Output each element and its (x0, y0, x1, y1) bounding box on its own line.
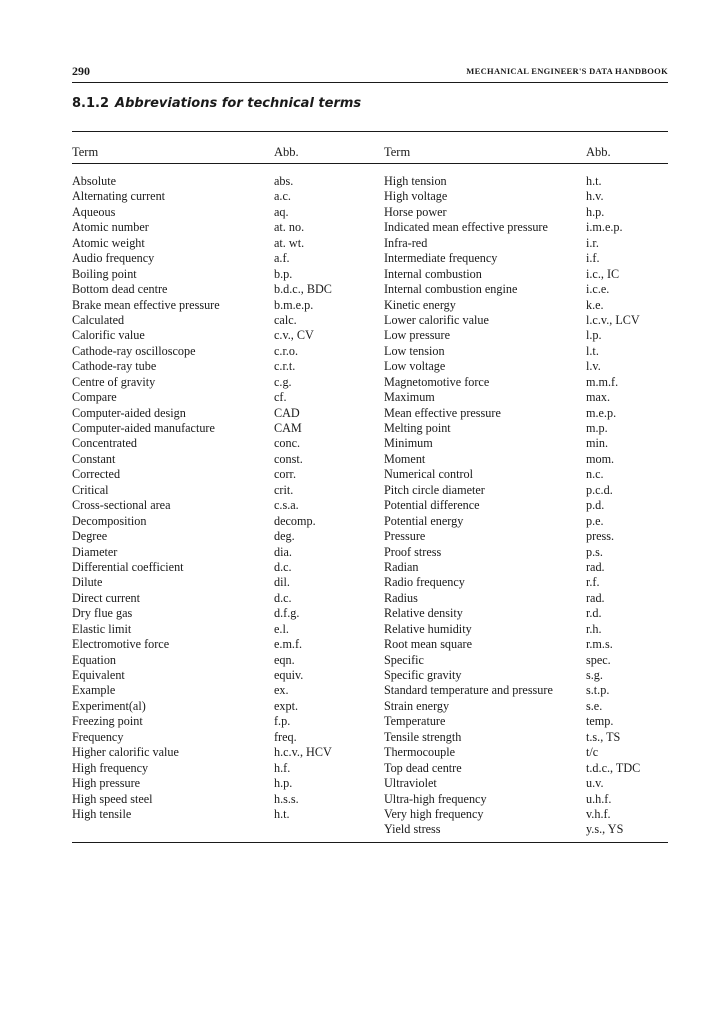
abbreviation-cell: a.f. (274, 251, 290, 266)
table-row (72, 560, 372, 575)
table-row (384, 436, 668, 451)
abbreviation-cell: t.d.c., TDC (586, 760, 641, 775)
abbreviation-cell: r.f. (586, 575, 600, 590)
term-cell: Lower calorific value (384, 312, 489, 327)
abbreviation-cell: freq. (274, 729, 297, 744)
table-row (384, 344, 668, 359)
term-cell: Relative density (384, 606, 463, 621)
term-cell: Low tension (384, 343, 445, 358)
right-abb-header: Abb. (586, 145, 611, 159)
term-cell: Centre of gravity (72, 374, 156, 389)
abbreviation-cell: const. (274, 451, 303, 466)
table-row (72, 452, 372, 467)
table-row (72, 653, 372, 668)
running-head: MECHANICAL ENGINEER'S DATA HANDBOOK (466, 66, 668, 76)
abbreviation-cell: m.e.p. (586, 405, 617, 420)
table-row (72, 375, 372, 390)
table-row (384, 622, 668, 637)
table-row (72, 298, 372, 313)
table-row (72, 467, 372, 482)
table-row (384, 606, 668, 621)
table-row (72, 313, 372, 328)
table-row (72, 730, 372, 745)
table-row (384, 822, 668, 837)
table-row (72, 174, 372, 189)
term-cell: Computer-aided manufacture (72, 421, 215, 435)
term-cell: Specific (384, 652, 424, 667)
term-cell: Cathode-ray oscilloscope (72, 343, 196, 358)
term-cell: Temperature (384, 714, 446, 729)
abbreviation-cell: c.s.a. (274, 498, 299, 513)
abbreviation-cell: press. (586, 529, 615, 544)
abbreviation-cell: m.p. (586, 421, 608, 435)
term-cell: Potential difference (384, 498, 480, 513)
abbreviation-cell: c.v., CV (274, 328, 314, 343)
table-row (384, 498, 668, 513)
term-cell: Differential coefficient (72, 559, 184, 574)
abbreviation-cell: i.f. (586, 251, 600, 266)
term-cell: Calorific value (72, 328, 145, 343)
abbreviation-cell: c.r.t. (274, 359, 296, 374)
term-cell: Low voltage (384, 359, 446, 374)
table-row (72, 776, 372, 791)
table-row (72, 390, 372, 405)
table-row (72, 267, 372, 282)
table-row (384, 637, 668, 652)
table-row (72, 406, 372, 421)
abbreviation-cell: u.v. (586, 776, 604, 791)
right-term-header: Term (384, 145, 411, 159)
term-cell: Dry flue gas (72, 606, 133, 621)
abbreviation-cell: r.m.s. (586, 637, 613, 652)
table-row (72, 359, 372, 374)
abbreviation-cell: aq. (274, 204, 289, 219)
term-cell: Specific gravity (384, 668, 462, 682)
abbreviation-cell: h.t. (586, 174, 602, 188)
term-cell: Diameter (72, 544, 118, 559)
table-row (384, 792, 668, 807)
term-cell: High frequency (72, 760, 149, 775)
table-row (384, 452, 668, 467)
table-row (384, 653, 668, 668)
table-row (72, 436, 372, 451)
table-row (72, 498, 372, 513)
table-row (384, 174, 668, 189)
table-row (384, 761, 668, 776)
table-row (384, 421, 668, 436)
abbreviation-cell: temp. (586, 714, 614, 729)
abbreviation-cell: f.p. (274, 714, 291, 729)
abbreviation-cell: i.c.e. (586, 282, 610, 297)
abbreviation-cell: r.d. (586, 606, 602, 621)
term-cell: Atomic weight (72, 235, 145, 250)
table-row (72, 328, 372, 343)
abbreviation-cell: conc. (274, 436, 301, 451)
table-row (72, 683, 372, 698)
term-cell: Computer-aided design (72, 405, 186, 420)
section-heading (72, 96, 361, 111)
term-cell: Low pressure (384, 328, 450, 343)
table-row (72, 745, 372, 760)
table-row (384, 298, 668, 313)
abbreviation-cell: d.c. (274, 559, 292, 574)
term-cell: Infra-red (384, 235, 428, 250)
abbreviation-cell: l.v. (586, 359, 601, 374)
table-row (384, 668, 668, 683)
term-cell: Corrected (72, 467, 121, 482)
abbreviation-cell: max. (586, 390, 611, 405)
term-cell: Moment (384, 451, 426, 466)
table-row (384, 406, 668, 421)
table-row (384, 575, 668, 590)
table-row (384, 807, 668, 822)
term-cell: Cathode-ray tube (72, 359, 157, 374)
term-cell: Higher calorific value (72, 745, 179, 760)
abbreviation-cell: expt. (274, 698, 299, 713)
term-cell: Boiling point (72, 266, 137, 281)
abbreviation-cell: crit. (274, 482, 294, 497)
table-row (384, 313, 668, 328)
term-cell: Proof stress (384, 544, 442, 559)
term-cell: Bottom dead centre (72, 282, 168, 297)
term-cell: Intermediate frequency (384, 251, 498, 266)
abbreviation-cell: k.e. (586, 297, 604, 312)
table-row (72, 699, 372, 714)
table-row (72, 236, 372, 251)
term-cell: Experiment(al) (72, 698, 146, 713)
abbreviation-cell: n.c. (586, 467, 604, 482)
abbreviation-cell: p.d. (586, 498, 605, 513)
table-row (72, 483, 372, 498)
abbreviation-cell: b.m.e.p. (274, 297, 314, 312)
table-row (72, 637, 372, 652)
table-row (72, 205, 372, 220)
term-cell: Horse power (384, 204, 447, 219)
term-cell: Decomposition (72, 513, 147, 528)
term-cell: Kinetic energy (384, 297, 456, 312)
term-cell: Very high frequency (384, 806, 484, 821)
term-cell: Brake mean effective pressure (72, 297, 220, 312)
table-row (384, 267, 668, 282)
abbreviation-cell: ex. (274, 683, 289, 698)
table-row (72, 344, 372, 359)
abbreviation-cell: CAD (274, 405, 300, 420)
abbreviation-cell: y.s., YS (586, 822, 624, 837)
table-row (384, 514, 668, 529)
abbreviation-cell: c.g. (274, 374, 292, 389)
right-abbreviation-list (384, 174, 668, 838)
table-row (72, 606, 372, 621)
abbreviation-cell: deg. (274, 529, 295, 544)
term-cell: Top dead centre (384, 760, 462, 775)
abbreviation-cell: at. no. (274, 220, 305, 235)
term-cell: Thermocouple (384, 745, 456, 760)
table-row (384, 714, 668, 729)
term-cell: Aqueous (72, 204, 116, 219)
abbreviation-cell: spec. (586, 652, 611, 667)
term-cell: Freezing point (72, 714, 143, 729)
section-number: 8.1.2 (72, 96, 110, 111)
abbreviation-cell: l.c.v., LCV (586, 312, 640, 327)
abbreviation-cell: h.c.v., HCV (274, 745, 332, 760)
term-cell: Numerical control (384, 467, 474, 482)
abbreviation-cell: i.r. (586, 235, 599, 250)
term-cell: Elastic limit (72, 621, 132, 636)
table-row (384, 591, 668, 606)
term-cell: Frequency (72, 729, 124, 744)
term-cell: Potential energy (384, 513, 464, 528)
table-row (384, 189, 668, 204)
term-cell: Strain energy (384, 698, 450, 713)
abbreviation-cell: rad. (586, 590, 605, 605)
abbreviation-cell: i.c., IC (586, 266, 620, 281)
abbreviation-cell: dil. (274, 575, 290, 590)
term-cell: Root mean square (384, 637, 472, 652)
abbreviation-cell: b.p. (274, 266, 293, 281)
abbreviation-cell: h.f. (274, 760, 291, 775)
term-cell: High pressure (72, 776, 141, 791)
table-row (384, 560, 668, 575)
abbreviation-cell: e.m.f. (274, 637, 303, 652)
abbreviation-cell: h.t. (274, 806, 290, 821)
table-row (72, 761, 372, 776)
abbreviation-cell: a.c. (274, 189, 291, 204)
term-cell: Alternating current (72, 189, 166, 204)
term-cell: Pitch circle diameter (384, 482, 485, 497)
abbreviation-cell: b.d.c., BDC (274, 282, 332, 297)
term-cell: Dilute (72, 575, 103, 590)
abbreviation-cell: c.r.o. (274, 343, 299, 358)
abbreviation-cell: e.l. (274, 621, 289, 636)
term-cell: Critical (72, 482, 109, 497)
term-cell: Mean effective pressure (384, 405, 501, 420)
table-row (384, 251, 668, 266)
abbreviation-cell: p.c.d. (586, 482, 613, 497)
term-cell: Audio frequency (72, 251, 155, 266)
abbreviation-cell: min. (586, 436, 609, 451)
abbreviation-cell: CAM (274, 421, 302, 435)
abbreviation-cell: h.p. (586, 204, 605, 219)
abbreviation-cell: corr. (274, 467, 296, 482)
term-cell: Maximum (384, 390, 435, 405)
term-cell: Cross-sectional area (72, 498, 171, 513)
term-cell: Yield stress (384, 822, 441, 837)
table-row (72, 575, 372, 590)
term-cell: Tensile strength (384, 729, 462, 744)
table-row (72, 545, 372, 560)
table-row (384, 730, 668, 745)
table-row (384, 328, 668, 343)
abbreviation-cell: v.h.f. (586, 806, 611, 821)
table-top-rule (72, 131, 668, 132)
term-cell: Example (72, 683, 116, 698)
table-row (72, 421, 372, 436)
table-row (384, 236, 668, 251)
abbreviation-cell: s.g. (586, 668, 603, 682)
left-abb-header: Abb. (274, 145, 299, 159)
table-row (384, 205, 668, 220)
abbreviation-cell: p.e. (586, 513, 604, 528)
term-cell: Ultraviolet (384, 776, 437, 791)
term-cell: Standard temperature and pressure (384, 683, 553, 698)
table-row (384, 359, 668, 374)
table-row (72, 792, 372, 807)
term-cell: Indicated mean effective pressure (384, 220, 548, 235)
abbreviation-cell: cf. (274, 390, 287, 405)
table-row (72, 807, 372, 822)
term-cell: High tensile (72, 806, 132, 821)
term-cell: Concentrated (72, 436, 137, 451)
term-cell: Atomic number (72, 220, 149, 235)
table-row (384, 745, 668, 760)
abbreviation-cell: mom. (586, 451, 615, 466)
term-cell: Electromotive force (72, 637, 170, 652)
header-rule (72, 82, 668, 83)
abbreviation-cell: s.t.p. (586, 683, 610, 698)
table-row (384, 776, 668, 791)
table-row (384, 282, 668, 297)
table-row (72, 714, 372, 729)
abbreviation-cell: t.s., TS (586, 729, 621, 744)
table-row (72, 189, 372, 204)
term-cell: Ultra-high frequency (384, 791, 487, 806)
term-cell: Pressure (384, 529, 426, 544)
table-row (72, 668, 372, 683)
abbreviation-cell: s.e. (586, 698, 603, 713)
abbreviation-cell: h.p. (274, 776, 293, 791)
term-cell: High voltage (384, 189, 448, 204)
term-cell: Internal combustion (384, 266, 482, 281)
table-row (384, 699, 668, 714)
table-row (72, 282, 372, 297)
term-cell: Calculated (72, 312, 125, 327)
table-header-rule (72, 163, 668, 164)
term-cell: Equation (72, 652, 117, 667)
abbreviation-cell: rad. (586, 559, 605, 574)
term-cell: Minimum (384, 436, 433, 451)
term-cell: Internal combustion engine (384, 282, 518, 297)
table-row (72, 514, 372, 529)
term-cell: Absolute (72, 174, 117, 188)
term-cell: Radius (384, 590, 418, 605)
left-term-header: Term (72, 145, 99, 159)
term-cell: Degree (72, 529, 108, 544)
term-cell: Radio frequency (384, 575, 465, 590)
term-cell: Melting point (384, 421, 451, 435)
term-cell: Direct current (72, 590, 141, 605)
abbreviation-cell: l.p. (586, 328, 602, 343)
abbreviation-cell: d.f.g. (274, 606, 300, 621)
table-row (72, 251, 372, 266)
term-cell: Equivalent (72, 668, 125, 682)
table-row (72, 591, 372, 606)
term-cell: Radian (384, 559, 419, 574)
abbreviation-cell: equiv. (274, 668, 304, 682)
left-abbreviation-list (72, 174, 372, 822)
abbreviation-cell: u.h.f. (586, 791, 612, 806)
term-cell: Compare (72, 390, 117, 405)
abbreviation-cell: l.t. (586, 343, 599, 358)
abbreviation-cell: m.m.f. (586, 374, 619, 389)
term-cell: Constant (72, 451, 116, 466)
table-row (384, 220, 668, 235)
table-row (384, 375, 668, 390)
abbreviation-cell: t/c (586, 745, 599, 760)
abbreviation-cell: p.s. (586, 544, 603, 559)
abbreviation-cell: h.v. (586, 189, 604, 204)
abbreviation-cell: dia. (274, 544, 292, 559)
table-row (72, 529, 372, 544)
table-row (384, 390, 668, 405)
section-title: Abbreviations for technical terms (115, 96, 362, 111)
term-cell: Magnetomotive force (384, 374, 490, 389)
term-cell: High tension (384, 174, 447, 188)
abbreviation-cell: abs. (274, 174, 294, 188)
page-number: 290 (72, 64, 90, 78)
table-bottom-rule (72, 842, 668, 843)
table-row (384, 545, 668, 560)
term-cell: Relative humidity (384, 621, 472, 636)
table-row (72, 220, 372, 235)
abbreviation-cell: at. wt. (274, 235, 305, 250)
table-row (384, 683, 668, 698)
abbreviation-cell: d.c. (274, 590, 292, 605)
table-row (72, 622, 372, 637)
abbreviation-cell: calc. (274, 312, 297, 327)
table-row (384, 467, 668, 482)
abbreviation-cell: eqn. (274, 652, 295, 667)
table-row (384, 529, 668, 544)
abbreviation-cell: i.m.e.p. (586, 220, 623, 235)
abbreviation-cell: h.s.s. (274, 791, 299, 806)
table-row (384, 483, 668, 498)
abbreviation-cell: r.h. (586, 621, 602, 636)
abbreviation-cell: decomp. (274, 513, 316, 528)
term-cell: High speed steel (72, 791, 153, 806)
